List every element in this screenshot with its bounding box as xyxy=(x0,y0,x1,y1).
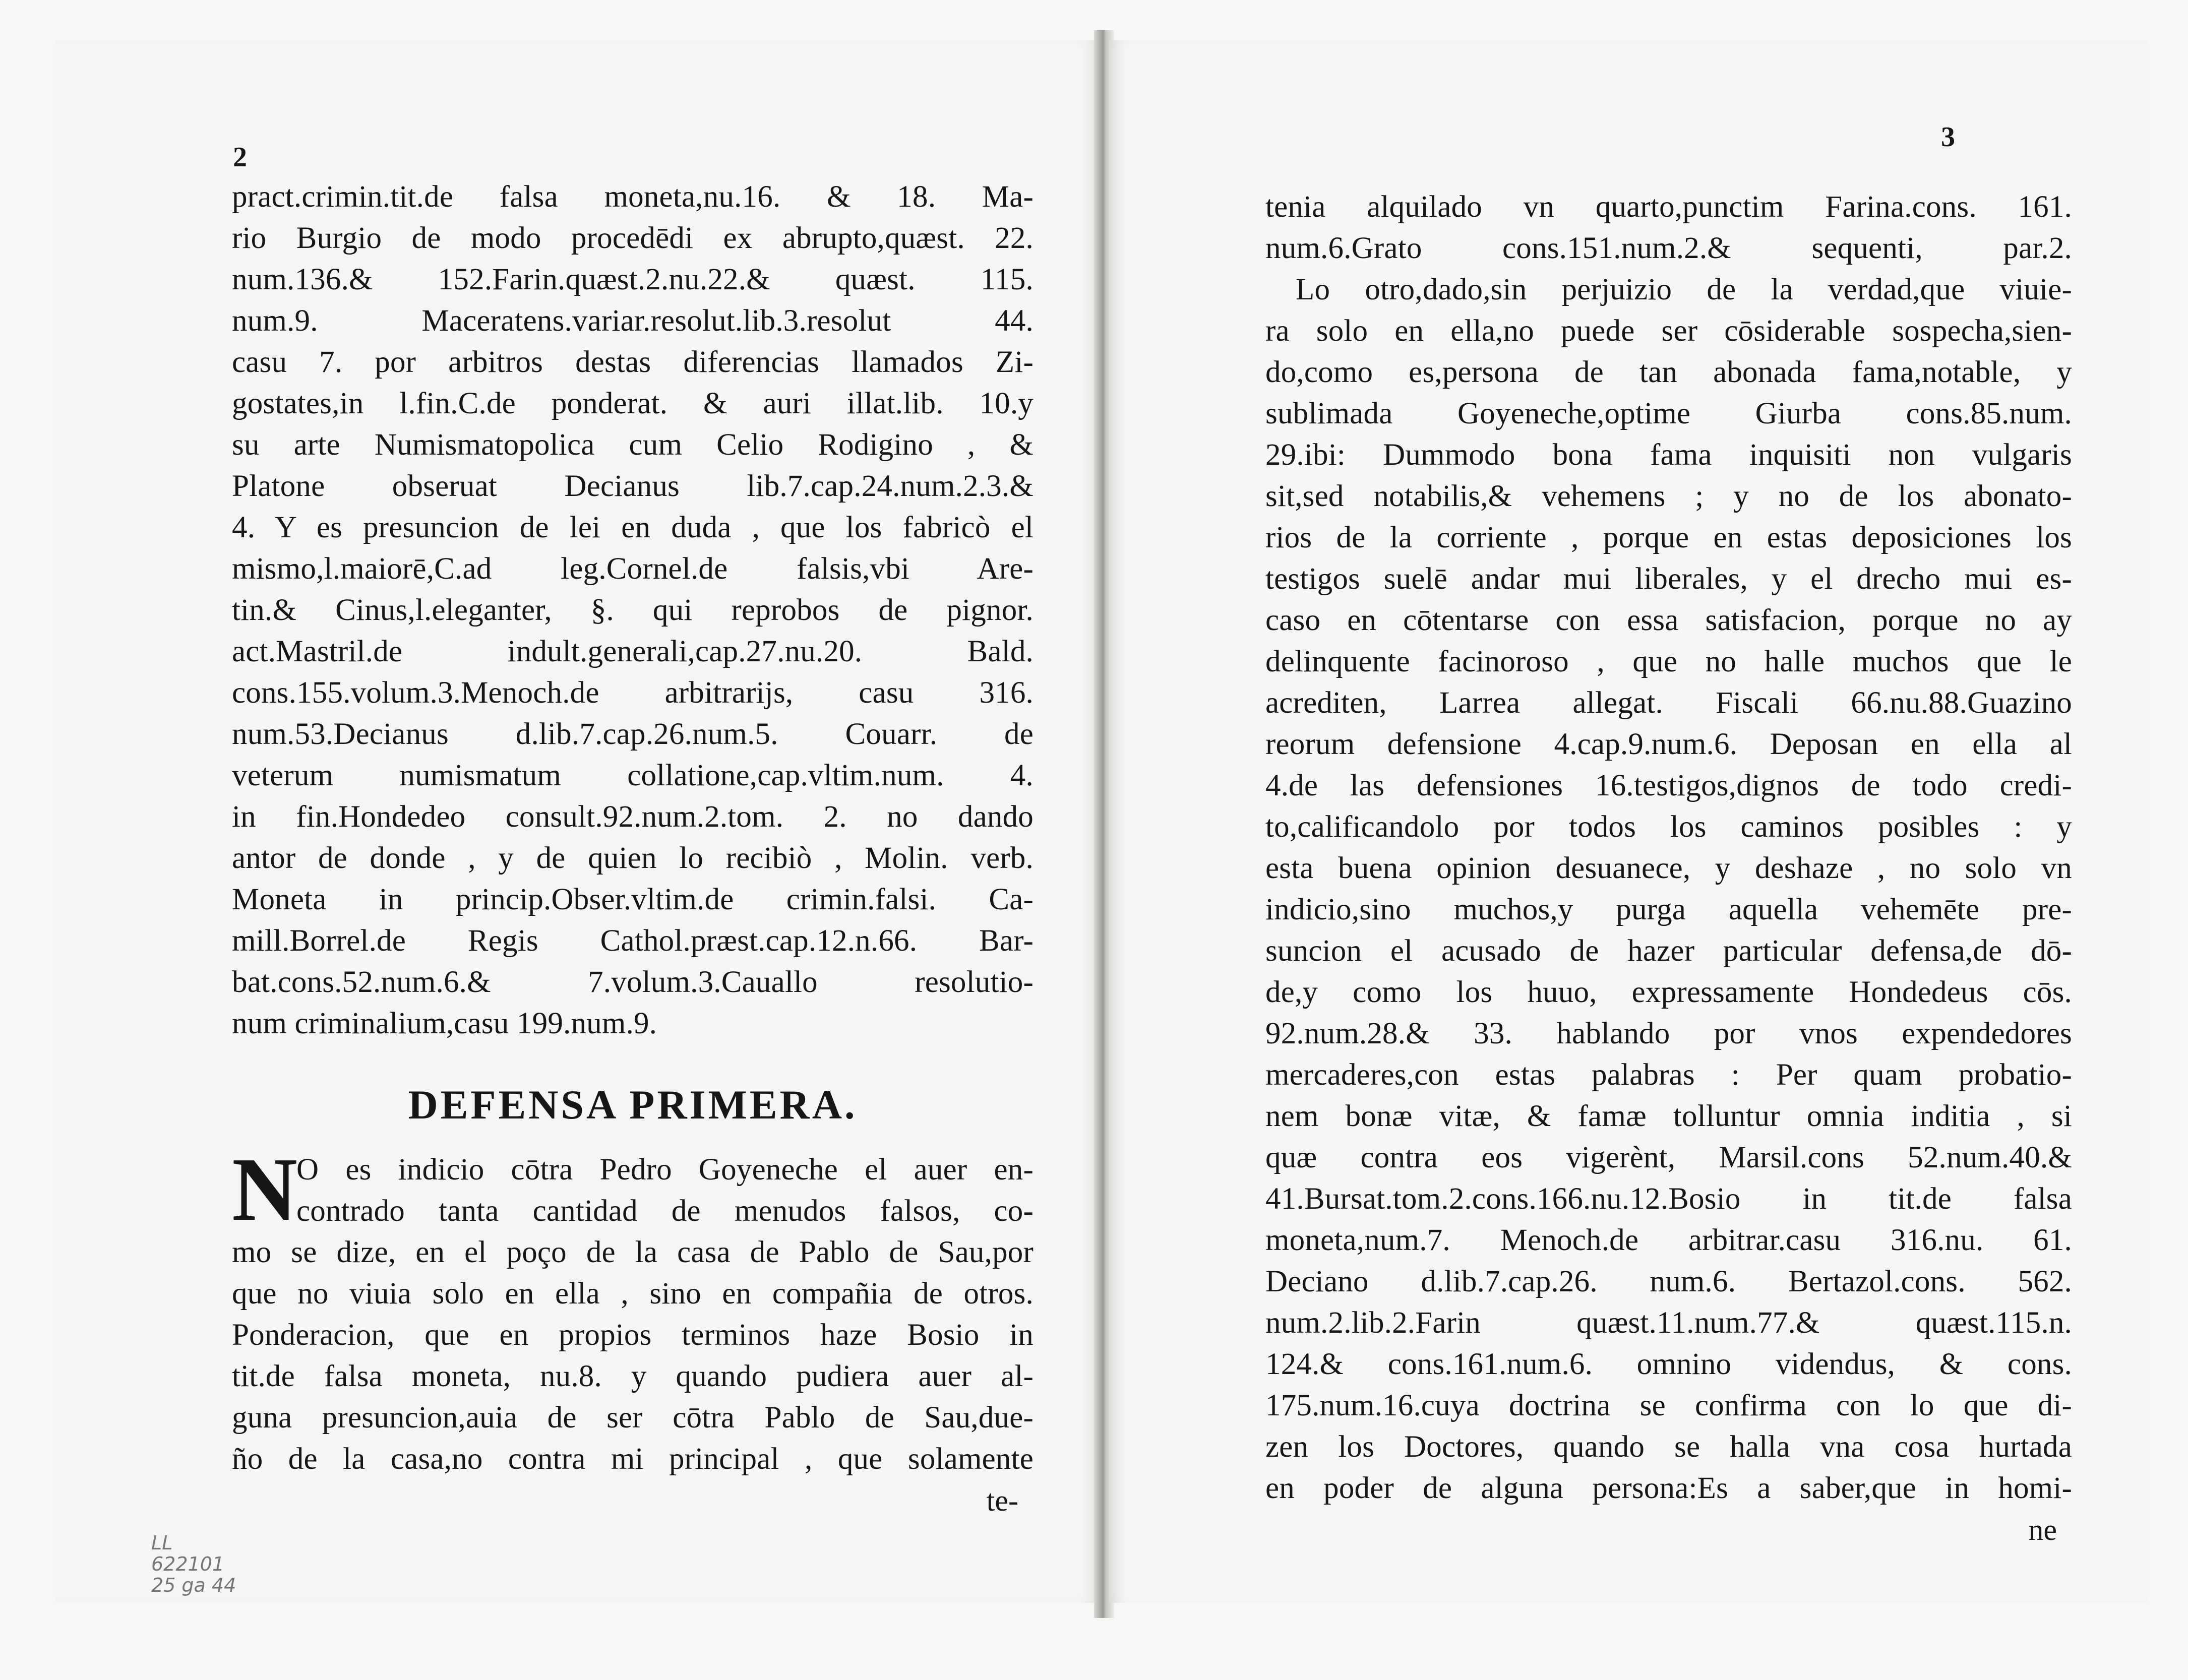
text-line: de,y como los huuo, expressamente Hondedeus cōs. xyxy=(1265,975,2072,1009)
text-line: Ponderacion, que en propios terminos haze Bosio in xyxy=(232,1318,1034,1352)
text-line: suncion el acusado de hazer particular defensa,de dō- xyxy=(1265,934,2072,968)
text-line: pract.crimin.tit.de falsa moneta,nu.16. & 18. Ma- xyxy=(232,180,1034,214)
right-page-number: 3 xyxy=(1941,121,1955,153)
text-line: cons.155.volum.3.Menoch.de arbitrarijs, casu 316. xyxy=(232,676,1034,710)
text-line: 124.& cons.161.num.6. omnino videndus, & cons. xyxy=(1265,1347,2072,1381)
shelfmark-line: LL xyxy=(151,1532,173,1554)
text-line: su arte Numismatopolica cum Celio Rodigino , & xyxy=(232,428,1034,462)
text-line: testigos suelē andar mui liberales, y el drecho mui es- xyxy=(1265,562,2072,596)
handwritten-shelfmark xyxy=(151,1532,236,1596)
right-text-block xyxy=(1265,186,2072,1550)
text-line: num.9. Maceratens.variar.resolut.lib.3.resolut 44. xyxy=(232,304,1034,338)
text-line: 175.num.16.cuya doctrina se confirma con lo que di- xyxy=(1265,1389,2072,1422)
text-line: guna presuncion,auia de ser cōtra Pablo de Sau,due- xyxy=(232,1401,1034,1435)
left-citation-lines xyxy=(232,176,1034,1044)
text-line: esta buena opinion desuanece, y deshaze , no solo vn xyxy=(1265,851,2072,885)
text-line: rio Burgio de modo procedēdi ex abrupto,quæst. 22. xyxy=(232,221,1034,255)
text-line: in fin.Hondedeo consult.92.num.2.tom. 2. no dando xyxy=(232,800,1034,834)
text-line: quæ contra eos vigerènt, Marsil.cons 52.num.40.& xyxy=(1265,1141,2072,1174)
text-line: mismo,l.maiorē,C.ad leg.Cornel.de falsis,vbi Are- xyxy=(232,552,1034,586)
text-line: num criminalium,casu 199.num.9. xyxy=(232,1007,657,1040)
text-line: O es indicio cōtra Pedro Goyeneche el auer en- xyxy=(296,1153,1034,1187)
text-line: delinquente facinoroso , que no halle muchos que le xyxy=(1265,645,2072,678)
text-line: reorum defensione 4.cap.9.num.6. Deposan en ella al xyxy=(1265,727,2072,761)
right-page xyxy=(1109,40,2148,1603)
text-line: Platone obseruat Decianus lib.7.cap.24.num.2.3.& xyxy=(232,469,1034,503)
text-line: to,calificandolo por todos los caminos posibles : y xyxy=(1265,810,2072,844)
text-line: Lo otro,dado,sin perjuizio de la verdad,que viuie- xyxy=(1296,273,2072,306)
left-catchword: te- xyxy=(986,1484,1018,1517)
text-line: sit,sed notabilis,& vehemens ; y no de los abonato- xyxy=(1265,479,2072,513)
text-line: tenia alquilado vn quarto,punctim Farina.cons. 161. xyxy=(1265,190,2072,224)
text-line: act.Mastril.de indult.generali,cap.27.nu.20. Bald. xyxy=(232,635,1034,668)
left-page xyxy=(55,40,1099,1603)
drop-cap: N xyxy=(232,1139,297,1239)
text-line: mercaderes,con estas palabras : Per quam probatio- xyxy=(1265,1058,2072,1092)
text-line: bat.cons.52.num.6.& 7.volum.3.Cauallo resolutio- xyxy=(232,965,1034,999)
text-line: tin.& Cinus,l.eleganter, §. qui reprobos de pignor. xyxy=(232,593,1034,627)
text-line: 29.ibi: Dummodo bona fama inquisiti non vulgaris xyxy=(1265,438,2072,472)
text-line: ño de la casa,no contra mi principal , que solamente xyxy=(232,1442,1034,1476)
text-line: casu 7. por arbitros destas diferencias llamados Zi- xyxy=(232,345,1034,379)
text-line: Moneta in princip.Obser.vltim.de crimin.falsi. Ca- xyxy=(232,883,1034,916)
right-catchword: ne xyxy=(2028,1513,2057,1546)
text-line: contrado tanta cantidad de menudos falsos, co- xyxy=(296,1194,1034,1228)
text-line: Deciano d.lib.7.cap.26. num.6. Bertazol.cons. 562. xyxy=(1265,1265,2072,1298)
text-line: zen los Doctores, quando se halla vna cosa hurtada xyxy=(1265,1430,2072,1464)
right-body-lines xyxy=(1265,186,2072,1509)
text-line: nem bonæ vitæ, & famæ tolluntur omnia inditia , si xyxy=(1265,1099,2072,1133)
left-text-block xyxy=(232,176,1034,1521)
text-line: rios de la corriente , porque en estas deposiciones los xyxy=(1265,521,2072,554)
text-line: mo se dize, en el poço de la casa de Pablo de Sau,por xyxy=(232,1235,1034,1269)
text-line: indicio,sino muchos,y purga aquella vehemēte pre- xyxy=(1265,893,2072,926)
text-line: acrediten, Larrea allegat. Fiscali 66.nu.88.Guazino xyxy=(1265,686,2072,720)
text-line: 4. Y es presuncion de lei en duda , que los fabricò el xyxy=(232,511,1034,544)
paragraph-lines xyxy=(232,1139,1034,1480)
text-line: ra solo en ella,no puede ser cōsiderable sospecha,sien- xyxy=(1265,314,2072,348)
text-line: sublimada Goyeneche,optime Giurba cons.85.num. xyxy=(1265,397,2072,430)
text-line: 41.Bursat.tom.2.cons.166.nu.12.Bosio in tit.de falsa xyxy=(1265,1182,2072,1216)
text-line: num.6.Grato cons.151.num.2.& sequenti, par.2. xyxy=(1265,231,2072,265)
left-page-number: 2 xyxy=(233,142,247,173)
text-line: 92.num.28.& 33. hablando por vnos expendedores xyxy=(1265,1017,2072,1050)
first-paragraph xyxy=(232,1139,1034,1480)
text-line: mill.Borrel.de Regis Cathol.præst.cap.12.n.66. Bar- xyxy=(232,924,1034,958)
text-line: veterum numismatum collatione,cap.vltim.num. 4. xyxy=(232,759,1034,792)
text-line: 4.de las defensiones 16.testigos,dignos de todo credi- xyxy=(1265,769,2072,802)
text-line: que no viuia solo en ella , sino en compañia de otros. xyxy=(232,1277,1034,1311)
shelfmark-line: 25 ga 44 xyxy=(151,1574,236,1596)
text-line: antor de donde , y de quien lo recibiò , Molin. verb. xyxy=(232,841,1034,875)
text-line: num.136.& 152.Farin.quæst.2.nu.22.& quæst. 115. xyxy=(232,263,1034,296)
text-line: do,como es,persona de tan abonada fama,notable, y xyxy=(1265,355,2072,389)
text-line: caso en cōtentarse con essa satisfacion, porque no ay xyxy=(1265,603,2072,637)
text-line: num.2.lib.2.Farin quæst.11.num.77.& quæst.115.n. xyxy=(1265,1306,2072,1340)
text-line: gostates,in l.fin.C.de ponderat. & auri illat.lib. 10.y xyxy=(232,387,1034,420)
text-line: en poder de alguna persona:Es a saber,que in homi- xyxy=(1265,1471,2072,1505)
section-heading: DEFENSA PRIMERA. xyxy=(408,1082,858,1128)
text-line: tit.de falsa moneta, nu.8. y quando pudiera auer al- xyxy=(232,1359,1034,1393)
text-line: moneta,num.7. Menoch.de arbitrar.casu 316.nu. 61. xyxy=(1265,1223,2072,1257)
text-line: num.53.Decianus d.lib.7.cap.26.num.5. Couarr. de xyxy=(232,717,1034,751)
shelfmark-line: 622101 xyxy=(151,1553,225,1575)
